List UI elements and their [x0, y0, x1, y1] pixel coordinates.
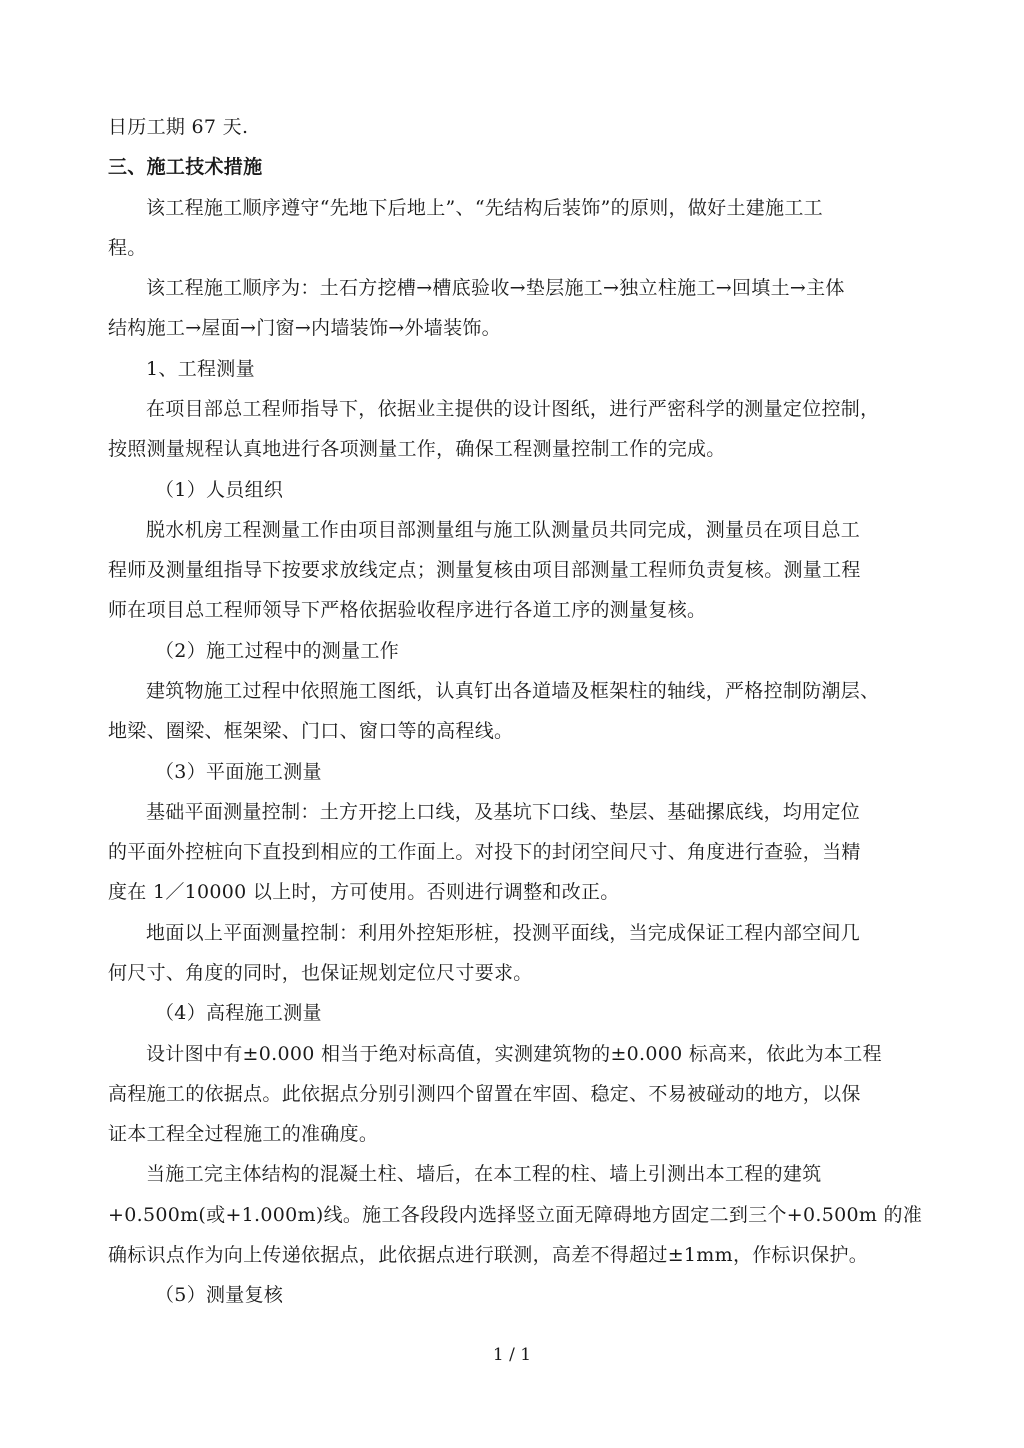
subheading-survey-review: （5）测量复核 [155, 1284, 284, 1306]
paragraph-line: 证本工程全过程施工的准确度。 [108, 1123, 379, 1145]
paragraph-line: 度在 1／10000 以上时，方可使用。否则进行调整和改正。 [108, 881, 620, 903]
subheading-construction-survey: （2）施工过程中的测量工作 [155, 640, 399, 662]
paragraph-line: 结构施工→屋面→门窗→内墙装饰→外墙装饰。 [108, 317, 501, 339]
section-heading-technical-measures: 三、施工技术措施 [108, 156, 263, 178]
paragraph-line: +0.500m(或+1.000m)线。施工各段段内选择竖立面无障碍地方固定二到三个+0.500m 的准 [108, 1204, 923, 1226]
subheading-plane-survey: （3）平面施工测量 [155, 761, 322, 783]
paragraph-line: 在项目部总工程师指导下，依据业主提供的设计图纸，进行严密科学的测量定位控制， [146, 398, 880, 420]
paragraph-line: 基础平面测量控制：土方开挖上口线，及基坑下口线、垫层、基础摞底线，均用定位 [146, 801, 861, 823]
paragraph-line: 程。 [108, 237, 147, 259]
paragraph-line: 建筑物施工过程中依照施工图纸，认真钉出各道墙及框架柱的轴线，严格控制防潮层、 [146, 680, 880, 702]
paragraph-line: 当施工完主体结构的混凝土柱、墙后，在本工程的柱、墙上引测出本工程的建筑 [146, 1163, 822, 1185]
paragraph-line: 按照测量规程认真地进行各项测量工作，确保工程测量控制工作的完成。 [108, 438, 726, 460]
page-number: 1 / 1 [492, 1345, 532, 1365]
text-line-duration: 日历工期 67 天. [108, 116, 249, 138]
paragraph-line: 何尺寸、角度的同时，也保证规划定位尺寸要求。 [108, 962, 533, 984]
paragraph-line: 确标识点作为向上传递依据点，此依据点进行联测，高差不得超过±1mm，作标识保护。 [108, 1244, 869, 1266]
paragraph-line: 该工程施工顺序为：土石方挖槽→槽底验收→垫层施工→独立柱施工→回填土→主体 [146, 277, 845, 299]
paragraph-line: 师在项目总工程师领导下严格依据验收程序进行各道工序的测量复核。 [108, 599, 707, 621]
paragraph-line: 程师及测量组指导下按要求放线定点；测量复核由项目部测量工程师负责复核。测量工程 [108, 559, 861, 581]
subheading-engineering-survey: 1、工程测量 [146, 358, 255, 380]
paragraph-line: 该工程施工顺序遵守“先地下后地上”、“先结构后装饰”的原则，做好土建施工工 [146, 197, 823, 219]
paragraph-line: 的平面外控桩向下直投到相应的工作面上。对投下的封闭空间尺寸、角度进行查验，当精 [108, 841, 861, 863]
paragraph-line: 地梁、圈梁、框架梁、门口、窗口等的高程线。 [108, 720, 514, 742]
paragraph-line: 高程施工的依据点。此依据点分别引测四个留置在牢固、稳定、不易被碰动的地方，以保 [108, 1083, 861, 1105]
subheading-elevation-survey: （4）高程施工测量 [155, 1002, 322, 1024]
subheading-personnel: （1）人员组织 [155, 479, 284, 501]
paragraph-line: 地面以上平面测量控制：利用外控矩形桩，投测平面线，当完成保证工程内部空间几 [146, 922, 861, 944]
paragraph-line: 设计图中有±0.000 相当于绝对标高值，实测建筑物的±0.000 标高来，依此为本工程 [146, 1043, 882, 1065]
paragraph-line: 脱水机房工程测量工作由项目部测量组与施工队测量员共同完成，测量员在项目总工 [146, 519, 861, 541]
